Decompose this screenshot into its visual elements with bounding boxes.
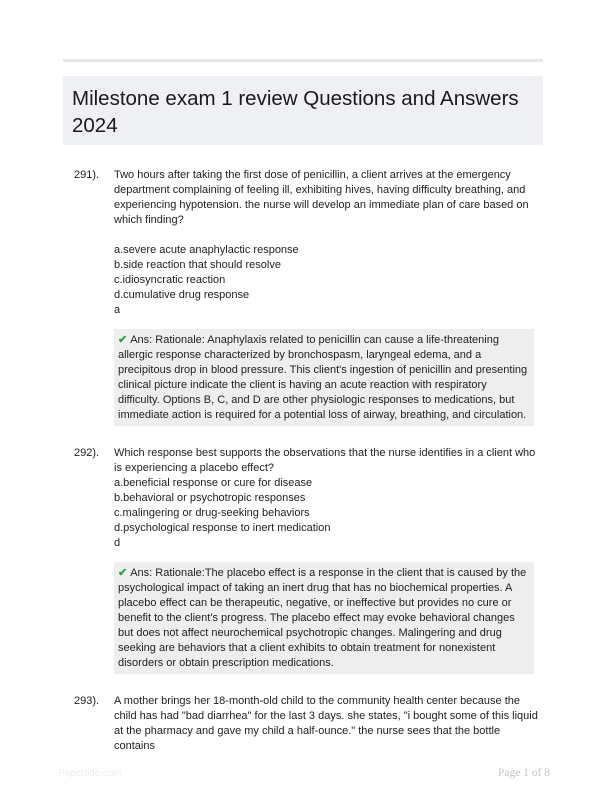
question-body: [114, 694, 540, 754]
option-c: c.idiosyncratic reaction: [114, 274, 226, 286]
option-b: b.side reaction that should resolve: [114, 259, 281, 271]
document-title: Milestone exam 1 review Questions and Answers 2024: [72, 87, 519, 137]
page-indicator: Page 1 of 8: [497, 767, 550, 779]
answer-box: [114, 329, 534, 426]
question-body: [114, 446, 540, 551]
option-b: b.behavioral or psychotropic responses: [114, 492, 306, 504]
footer-watermark: Papertitle.com: [58, 768, 122, 779]
question-number: 292).: [74, 447, 100, 459]
option-a: a.severe acute anaphylactic response: [114, 244, 299, 256]
check-icon: ✔: [118, 334, 128, 346]
top-divider: [63, 59, 543, 62]
option-c: c.malingering or drug-seeking behaviors: [114, 507, 310, 519]
question-number: 293).: [74, 695, 100, 707]
title-banner: [63, 76, 543, 145]
option-d: d.cumulative drug response: [114, 289, 250, 301]
answer-letter: d: [114, 537, 121, 549]
question-text: A mother brings her 18-month-old child to the community health center because the child has had "bad diarrhea" for the last 3 days. she states, "i bought some of this liquid at the pharmacy and gave my child a half-ounce." the nurse sees that the bottle contains: [114, 695, 538, 752]
answer-letter: a: [114, 304, 121, 316]
question-body: [114, 168, 540, 318]
answer-box: [114, 562, 534, 674]
option-d: d.psychological response to inert medication: [114, 522, 331, 534]
option-a: a.beneficial response or cure for disease: [114, 477, 313, 489]
answer-rationale: Ans: Rationale:The placebo effect is a response in the client that is caused by the psychological impact of taking an inert drug that has no biochemical properties. A placebo effect can be therapeutic, negative, or ineffective but provides no cure or benefit to the client's progress. The placebo effect may evoke behavioral changes but does not affect neurochemical psychotropic changes. Malingering and drug seeking are behaviors that a client exhibits to obtain treatment for nonexistent disorders or obtain prescription medications.: [118, 567, 527, 669]
check-icon: ✔: [118, 567, 128, 579]
question-text: Which response best supports the observations that the nurse identifies in a client who is experiencing a placebo effect?: [114, 447, 536, 474]
answer-rationale: Ans: Rationale: Anaphylaxis related to penicillin can cause a life-threatening allergic response characterized by bronchospasm, laryngeal edema, and a precipitous drop in blood pressure. This client's ingestion of penicillin and presenting clinical picture indicate the client is having an acute reaction with respiratory difficulty. Options B, C, and D are other physiologic responses to medications, but immediate action is required for a potential loss of airway, breathing, and circulation.: [118, 334, 528, 421]
question-number: 291).: [74, 169, 100, 181]
question-text: Two hours after taking the first dose of penicillin, a client arrives at the emergency department complaining of feeling ill, exhibiting hives, having difficulty breathing, and experiencing hypotension. the nurse will develop an immediate plan of care based on which finding?: [114, 169, 529, 226]
